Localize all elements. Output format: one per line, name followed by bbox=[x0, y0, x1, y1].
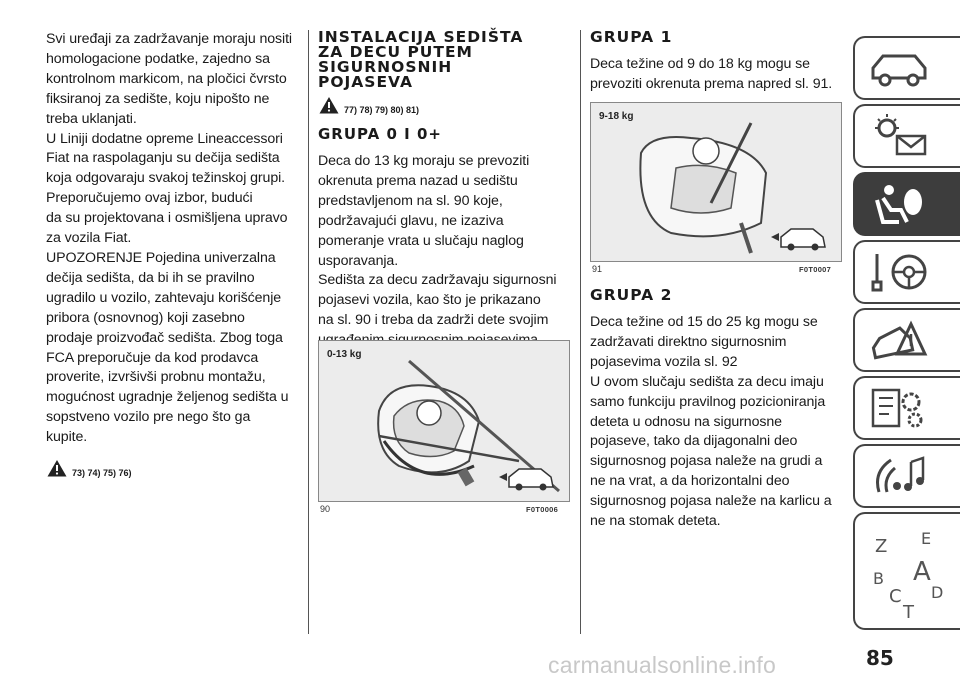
multimedia-music-icon bbox=[869, 452, 929, 500]
group-2-paragraph: Deca težine od 15 do 25 kg mogu se zadržavati direktno sigurnosnim pojasevima vozila sl. 92 U ovom slučaju sedišta za decu imaju samo funkciju pravilnog pozicioniranja deteta u odnosu na sigurnosne pojaseve, tako da dijagonalni deo sigurnosnog pojasa naleže na grudi a ne na vrat, a da horizontalni deo sigurnosnog pojasa naleže na karlicu a ne na stomak deteta. bbox=[590, 314, 832, 530]
sidebar-tab-index[interactable] bbox=[853, 512, 960, 630]
figure-91-number: 91 bbox=[592, 264, 603, 274]
index-letter: E bbox=[921, 529, 932, 548]
heading-group-2: GRUPA 2 bbox=[590, 286, 673, 304]
section-heading: INSTALACIJA SEDIŠTA ZA DECU PUTEM SIGURNOSNIH POJASEVA bbox=[318, 28, 524, 91]
column-divider-1 bbox=[308, 30, 309, 634]
warning-triangle-icon bbox=[318, 95, 340, 115]
index-letter: D bbox=[931, 583, 944, 602]
index-letter: B bbox=[873, 569, 884, 588]
warning-refs-text: 73) 74) 75) 76) bbox=[72, 468, 132, 479]
figure-90-code: F0T0006 bbox=[526, 505, 559, 514]
column-3 bbox=[590, 30, 840, 95]
figure-90 bbox=[318, 340, 570, 502]
figure-90-number: 90 bbox=[320, 504, 331, 514]
warning-reference bbox=[318, 95, 568, 115]
index-letter: T bbox=[903, 602, 914, 622]
column-2 bbox=[318, 30, 568, 351]
sidebar-tab-multimedia[interactable] bbox=[853, 444, 960, 508]
sidebar-tab-maintenance[interactable] bbox=[853, 376, 960, 440]
sidebar-tab-starting-driving[interactable] bbox=[853, 240, 960, 304]
column-1 bbox=[46, 30, 296, 478]
car-direction-icon bbox=[769, 223, 829, 253]
warning-refs-text: 77) 78) 79) 80) 81) bbox=[344, 105, 420, 115]
airbag-seat-icon bbox=[869, 180, 929, 228]
column-3-lower bbox=[590, 288, 840, 532]
group-1-paragraph: Deca težine od 9 do 18 kg mogu se prevoziti okrenuta prema napred sl. 91. bbox=[590, 56, 833, 92]
figure-weight-label: 9-18 kg bbox=[599, 111, 634, 122]
index-letter: A bbox=[913, 557, 931, 587]
warning-light-envelope-icon bbox=[869, 112, 929, 160]
group-0-paragraph: Deca do 13 kg moraju se prevoziti okrenuta prema nazad u sedištu predstavljenom na sl. 90 koje, podržavajući glavu, ne izaziva pomeranje vrata u slučaju naglog usporavanja. Sedišta za decu zadržavaju sigurnosni pojasevi vozila, kao što je prikazano na sl. 90 i treba da zadrži dete svojim bbox=[318, 153, 557, 329]
car-direction-icon bbox=[497, 463, 557, 493]
figure-91-code: F0T0007 bbox=[799, 265, 832, 274]
page-number: 85 bbox=[866, 646, 894, 670]
sidebar-tab-warning-lights[interactable] bbox=[853, 104, 960, 168]
subheading-group-0: GRUPA 0 I 0+ bbox=[318, 125, 442, 143]
warning-reference bbox=[46, 458, 296, 478]
warning-triangle-icon bbox=[46, 458, 68, 478]
emergency-triangle-car-icon bbox=[869, 316, 929, 364]
maintenance-gears-icon bbox=[869, 384, 929, 432]
alphabetical-index-icon bbox=[869, 522, 949, 622]
steering-wheel-key-icon bbox=[869, 248, 929, 296]
figure-weight-label: 0-13 kg bbox=[327, 349, 362, 360]
sidebar-tab-safety[interactable] bbox=[853, 172, 960, 236]
heading-group-1: GRUPA 1 bbox=[590, 28, 673, 46]
sidebar-tab-emergency[interactable] bbox=[853, 308, 960, 372]
index-letter: Z bbox=[875, 536, 888, 557]
intro-paragraph: Svi uređaji za zadržavanje moraju nositi homologacione podatke, zajedno sa kontrolnom markicom, na pločici čvrsto fiksiranoj za sedište, koju nipošto ne treba uklanjati. U Liniji dodatne opreme Lineaccessori Fiat na raspolaganju su dečija sedišta koja odgovaraju svakoj težinskoj grupi. Preporučujemo ovaj izbor, budući da su projektovana i osmišljena upravo za vozila Fiat. UPOZORENJE Pojedina univerzalna dečija sedišta, da bi ih se pravilno ugradilo u vozilo, zahtevaju korišćenje pribora (osnovnog) koji zasebno prodaje proizvođač sedišta. Zbog toga FCA preporučuje da kod prodavca proverite, izvršivši probnu montažu, mogućnost ugradnje željenog sedišta u sopstveno vozilo pre nego što ga kupite. bbox=[46, 31, 292, 446]
watermark: carmanualsonline.info bbox=[548, 652, 776, 678]
figure-91 bbox=[590, 102, 842, 262]
sidebar-tab-car[interactable] bbox=[853, 36, 960, 100]
car-icon bbox=[869, 44, 929, 92]
index-letter: C bbox=[889, 586, 902, 607]
column-divider-2 bbox=[580, 30, 581, 634]
